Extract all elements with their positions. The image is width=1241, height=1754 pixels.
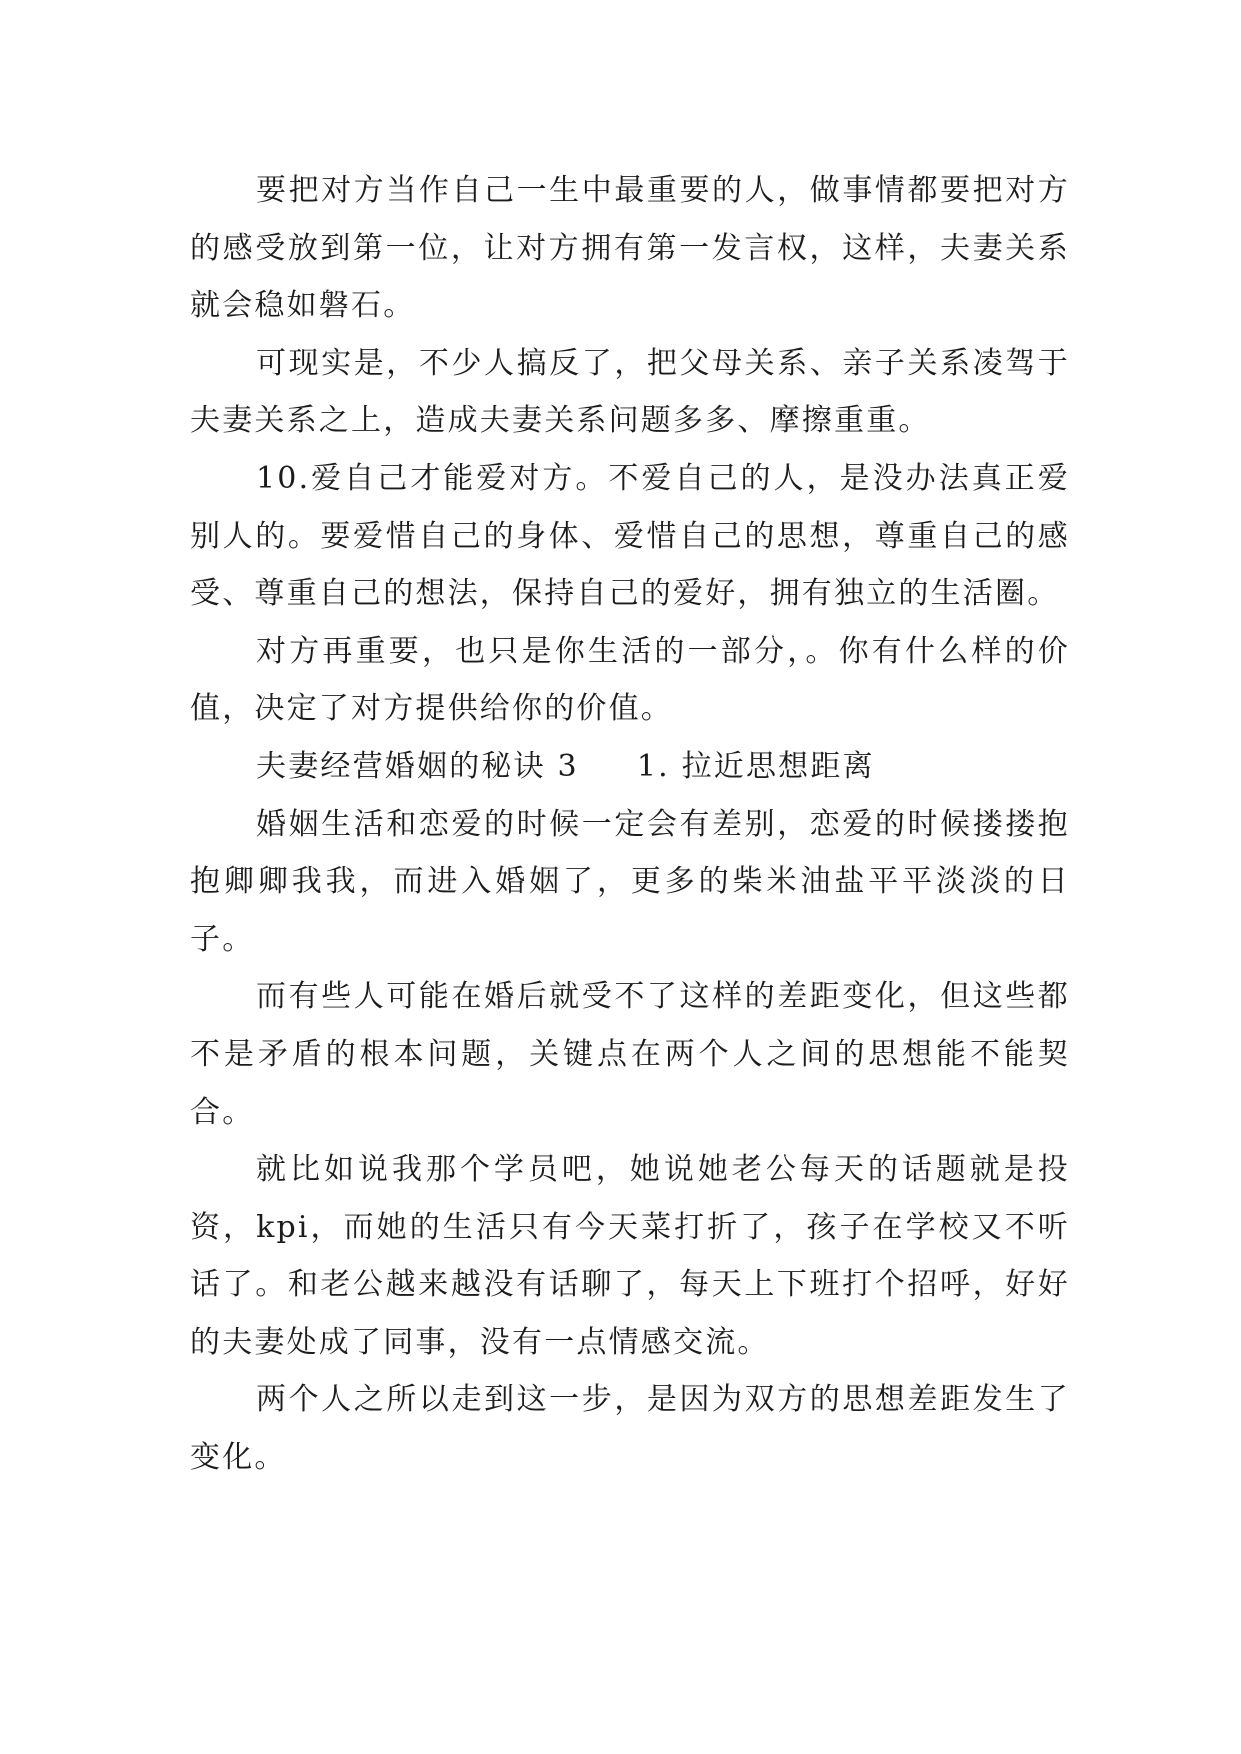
body-text bbox=[190, 162, 1070, 1487]
paragraph: 两个人之所以走到这一步，是因为双方的思想差距发生了变化。 bbox=[190, 1382, 1070, 1476]
paragraph: 对方再重要，也只是你生活的一部分，。你有什么样的价值，决定了对方提供给你的价值。 bbox=[190, 633, 1070, 727]
paragraph: 要把对方当作自己一生中最重要的人，做事情都要把对方的感受放到第一位，让对方拥有第一发言权，这样，夫妻关系就会稳如磐石。 bbox=[190, 173, 1070, 324]
section-heading bbox=[190, 738, 1070, 796]
section-heading-item: 1. 拉近思想距离 bbox=[636, 748, 875, 784]
paragraph: 而有些人可能在婚后就受不了这样的差距变化，但这些都不是矛盾的根本问题，关键点在两个人之间的思想能不能契合。 bbox=[190, 979, 1070, 1130]
paragraph: 可现实是，不少人搞反了，把父母关系、亲子关系凌驾于夫妻关系之上，造成夫妻关系问题多多、摩擦重重。 bbox=[190, 345, 1070, 439]
paragraph: 婚姻生活和恋爱的时候一定会有差别，恋爱的时候搂搂抱抱卿卿我我，而进入婚姻了，更多的柴米油盐平平淡淡的日子。 bbox=[190, 806, 1070, 957]
paragraph: 就比如说我那个学员吧，她说她老公每天的话题就是投资，kpi，而她的生活只有今天菜打折了，孩子在学校又不听话了。和老公越来越没有话聊了，每天上下班打个招呼，好好的夫妻处成了同事，没有一点情感交流。 bbox=[190, 1152, 1070, 1360]
paragraph: 10.爱自己才能爱对方。不爱自己的人，是没办法真正爱别人的。要爱惜自己的身体、爱惜自己的思想，尊重自己的感受、尊重自己的想法，保持自己的爱好，拥有独立的生活圈。 bbox=[190, 460, 1070, 612]
section-heading-title: 夫妻经营婚姻的秘诀 3 bbox=[256, 748, 579, 784]
